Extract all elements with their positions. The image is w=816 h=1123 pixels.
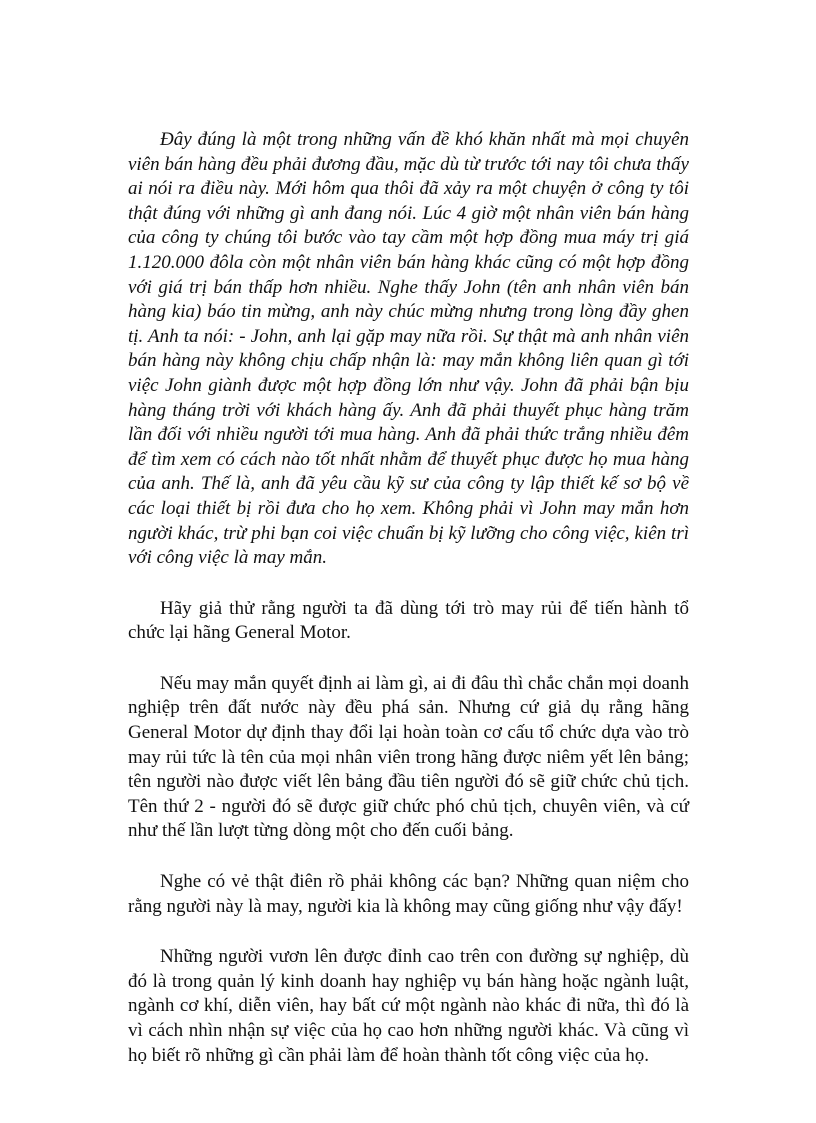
paragraph-general-motor: Hãy giả thử rằng người ta đã dùng tới trò may rủi để tiến hành tổ chức lại hãng General Motor. xyxy=(128,597,689,644)
paragraph-career-peak: Những người vươn lên được đỉnh cao trên con đường sự nghiệp, dù đó là trong quản lý kinh doanh hay nghiệp vụ bán hàng hoặc ngành luật, ngành cơ khí, diễn viên, hay bất cứ một ngành nào khác đi nữa, thì đó là vì cách nhìn nhận sự việc của họ cao hơn những người khác. Và cũng vì họ biết rõ những gì cần phải làm để hoàn thành tốt công việc của họ. xyxy=(128,946,689,1066)
paragraph-john-story: Đây đúng là một trong những vấn đề khó khăn nhất mà mọi chuyên viên bán hàng đều phải đương đầu, mặc dù từ trước tới nay tôi chưa thấy ai nói ra điều này. Mới hôm qua thôi đã xảy ra một chuyện ở công ty tôi thật đúng với những gì anh đang nói. Lúc 4 giờ một nhân viên bán hàng của công ty chúng tôi bước vào tay cầm một hợp đồng mua máy trị giá 1.120.000 đôla còn một nhân viên bán hàng khác cũng có một hợp đồng với giá trị bán thấp hơn nhiều. Nghe thấy John (tên anh nhân viên bán hàng kia) báo tin mừng, anh này chúc mừng nhưng trong lòng đầy ghen tị. Anh ta nói: - John, anh lại gặp may nữa rồi. Sự thật mà anh nhân viên bán hàng này không chịu chấp nhận là: may mắn không liên quan gì tới việc John giành được một hợp đồng lớn như vậy. John đã phải bận bịu hàng tháng trời với khách hàng ấy. Anh đã phải thuyết phục hàng trăm lần đối với nhiều người tới mua hàng. Anh đã phải thức trắng nhiều đêm để tìm xem có cách nào tốt nhất nhằm để thuyết phục được họ mua hàng của anh. Thế là, anh đã yêu cầu kỹ sư của công ty lập thiết kế sơ bộ về các loại thiết bị rồi đưa cho họ xem. Không phải vì John may mắn hơn người khác, trừ phi bạn coi việc chuẩn bị kỹ lưỡng cho công việc, kiên trì với công việc là may mắn. xyxy=(128,129,689,569)
paragraph-luck-decides: Nếu may mắn quyết định ai làm gì, ai đi đâu thì chắc chắn mọi doanh nghiệp trên đất nước này đều phá sản. Nhưng cứ giả dụ rằng hãng General Motor dự định thay đổi lại hoàn toàn cơ cấu tổ chức dựa vào trò may rủi tức là tên của mọi nhân viên trong hãng được niêm yết lên bảng; tên người nào được viết lên bảng đầu tiên người đó sẽ giữ chức chủ tịch. Tên thứ 2 - người đó sẽ được giữ chức phó chủ tịch, chuyên viên, và cứ như thế lần lượt từng dòng một cho đến cuối bảng. xyxy=(128,672,689,842)
paragraph-crazy-question: Nghe có vẻ thật điên rồ phải không các bạn? Những quan niệm cho rằng người này là may, người kia là không may cũng giống như vậy đấy! xyxy=(128,871,689,917)
page-content xyxy=(128,128,689,1068)
